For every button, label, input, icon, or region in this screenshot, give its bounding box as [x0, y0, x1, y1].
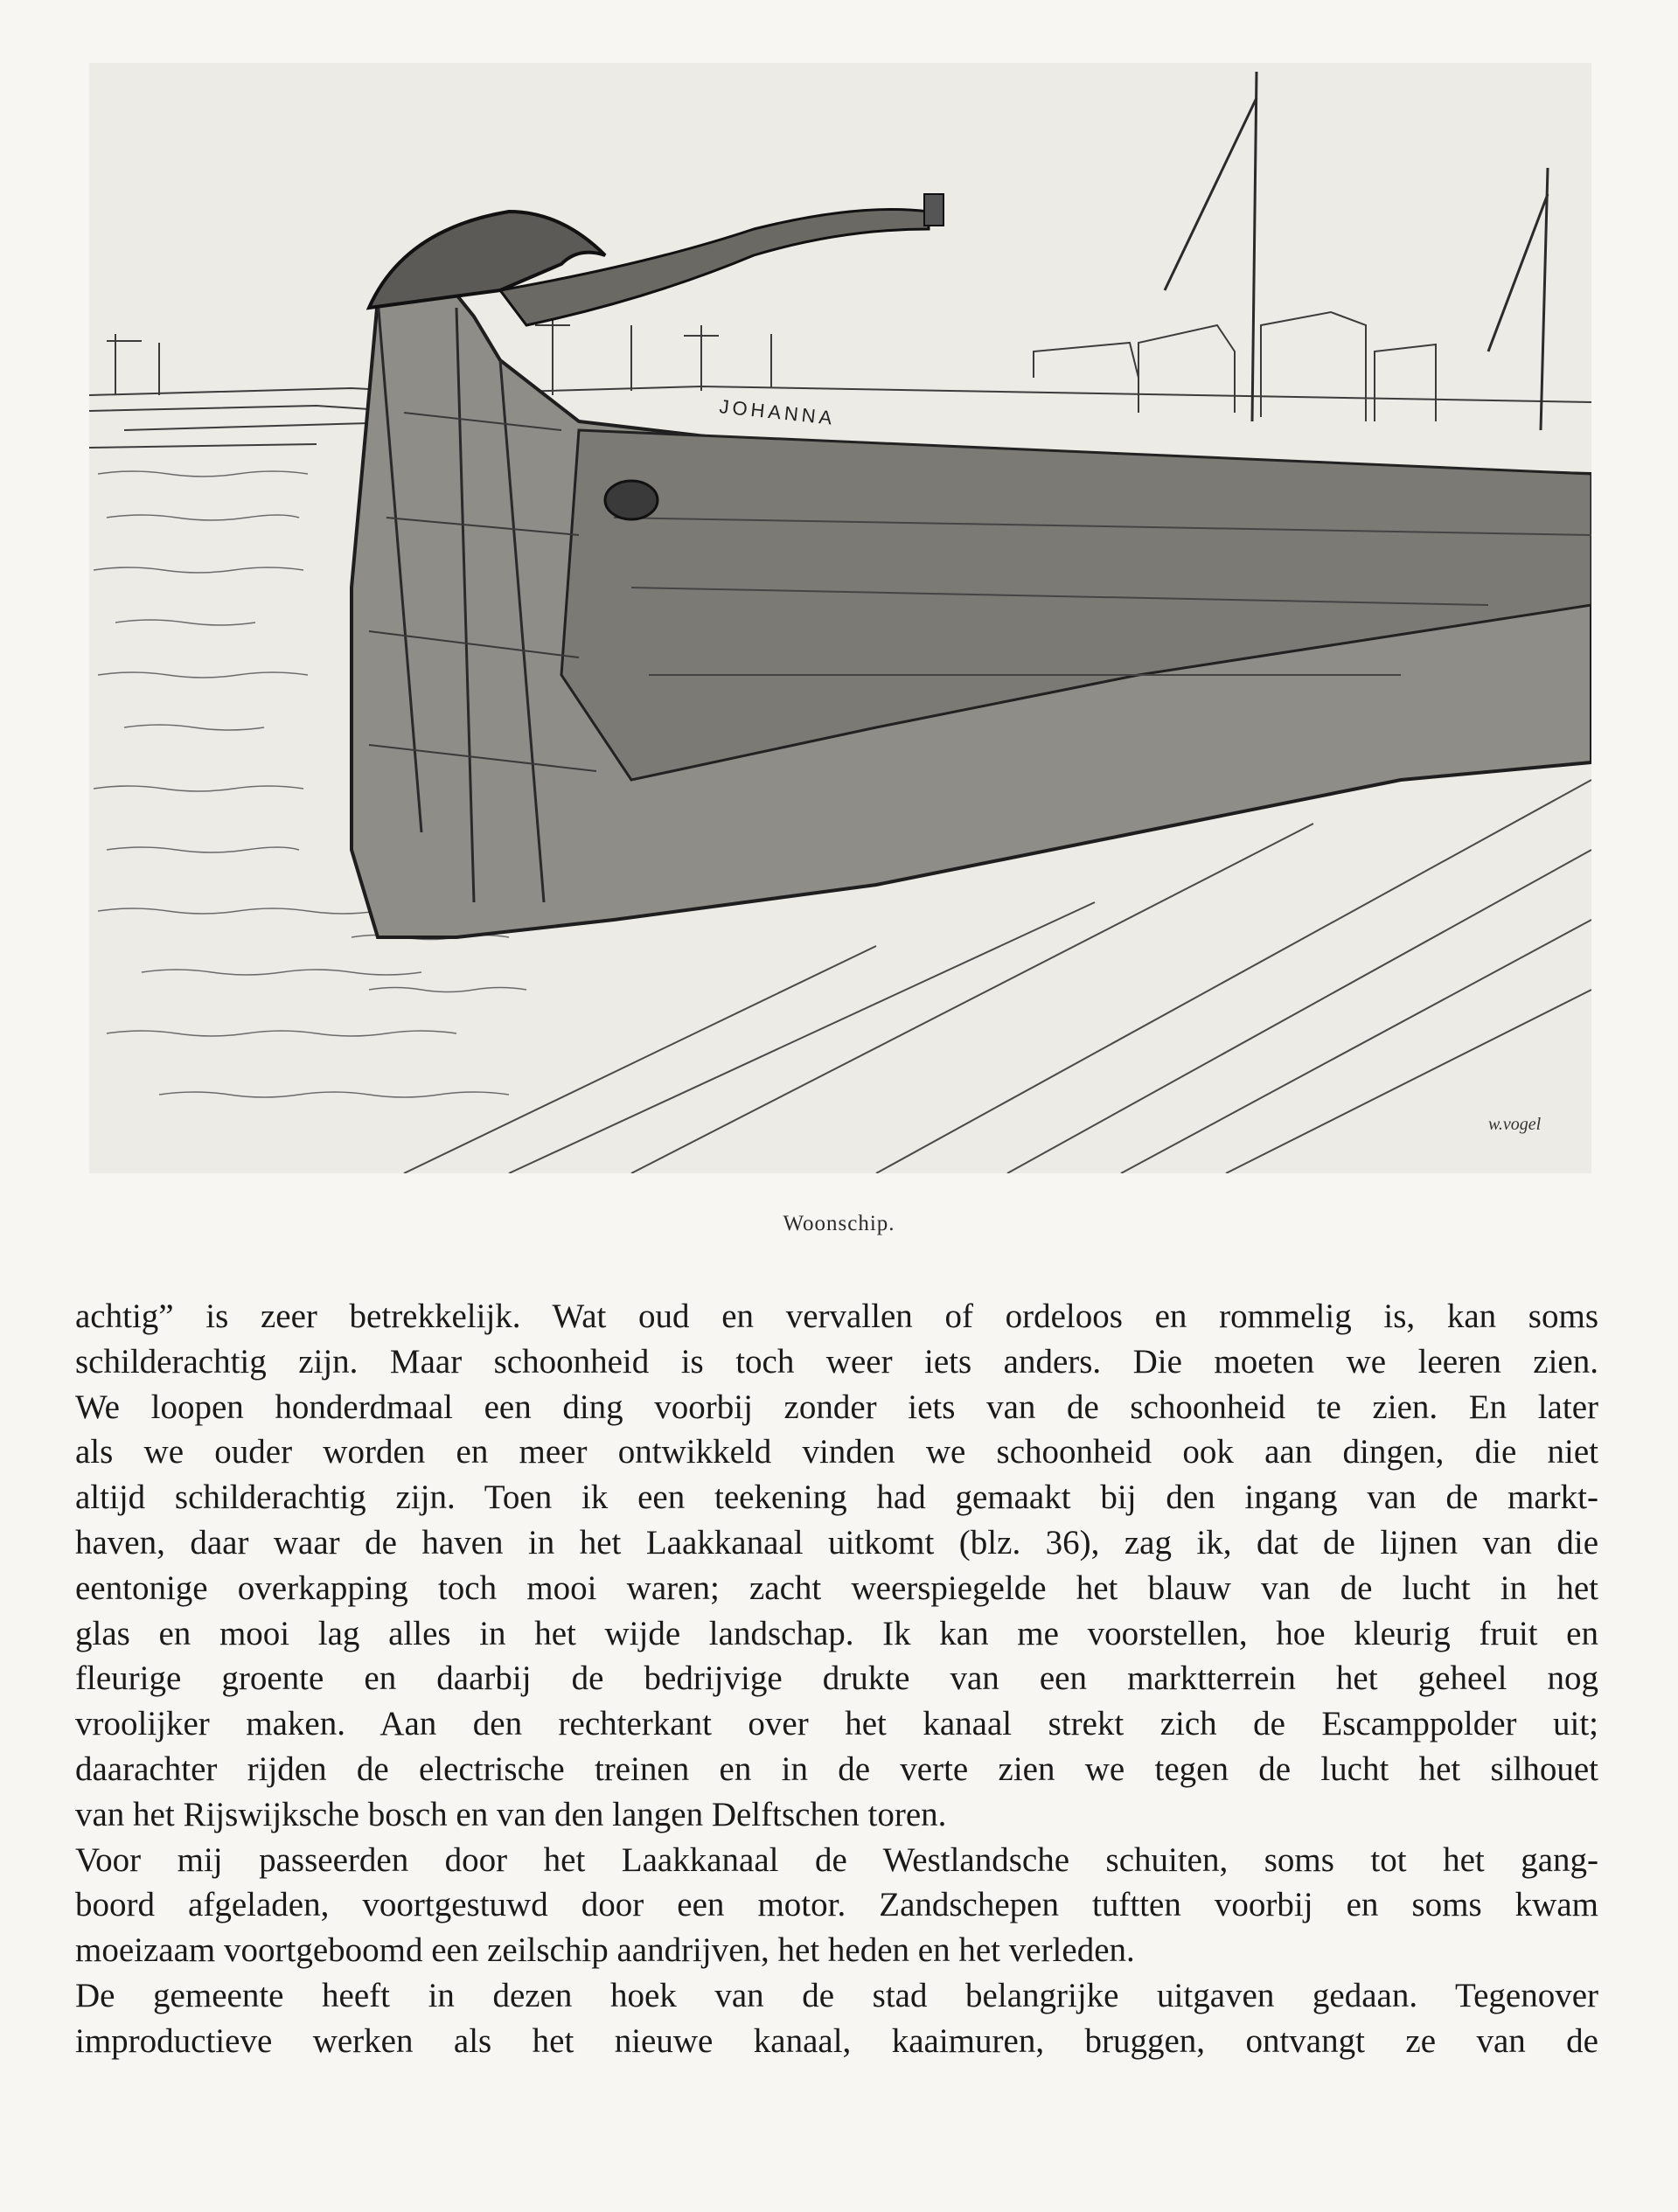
artist-signature: w.vogel — [1488, 1115, 1542, 1134]
text-line: daarachter rijden de electrische treinen en in de verte zien we tegen de lucht het silhouet — [75, 1749, 1598, 1788]
text-line: De gemeente heeft in dezen hoek van de stad belangrijke uitgaven gedaan. Tegenover — [75, 1976, 1598, 2014]
text-line: fleurige groente en daarbij de bedrijvige drukte van een marktterrein het geheel nog — [75, 1659, 1598, 1698]
figure-caption: Woonschip. — [783, 1212, 895, 1235]
text-line: schilderachtig zijn. Maar schoonheid is toch weer iets anders. Die moeten we leeren zien. — [75, 1342, 1598, 1381]
text-line: van het Rijswijksche bosch en van den langen Delftschen toren. — [75, 1795, 947, 1833]
woonschip-illustration — [89, 63, 1591, 1173]
text-line: achtig” is zeer betrekkelijk. Wat oud en vervallen of ordeloos en rommelig is, kan soms — [75, 1297, 1598, 1335]
text-line: glas en mooi lag alles in het wijde landschap. Ik kan me voorstellen, hoe kleurig fruit en — [75, 1614, 1598, 1652]
text-line: eentonige overkapping toch mooi waren; zacht weerspiegelde het blauw van de lucht in het — [75, 1569, 1598, 1607]
text-line: vroolijker maken. Aan den rechterkant over het kanaal strekt zich de Escamppolder uit; — [75, 1705, 1598, 1743]
hull-name: JOHANNA — [718, 395, 837, 429]
text-line: altijd schilderachtig zijn. Toen ik een teekening had gemaakt bij den ingang van de markt- — [75, 1478, 1598, 1517]
text-line: moeizaam voortgeboomd een zeilschip aandrijven, het heden en het verleden. — [75, 1931, 1135, 1970]
text-line: improductieve werken als het nieuwe kanaal, kaaimuren, bruggen, ontvangt ze van de — [75, 2021, 1598, 2060]
boat-drawing — [89, 63, 1591, 1173]
text-line: haven, daar waar de haven in het Laakkanaal uitkomt (blz. 36), zag ik, dat de lijnen van die — [75, 1523, 1598, 1562]
text-line: als we ouder worden en meer ontwikkeld vinden we schoonheid ook aan dingen, die niet — [75, 1433, 1598, 1471]
text-line: We loopen honderdmaal een ding voorbij zonder iets van de schoonheid te zien. En later — [75, 1388, 1598, 1426]
text-line: Voor mij passeerden door het Laakkanaal de Westlandsche schuiten, soms tot het gang- — [75, 1840, 1598, 1879]
body-text — [75, 1294, 1598, 2064]
text-line: boord afgeladen, voortgestuwd door een motor. Zandschepen tuftten voorbij en soms kwam — [75, 1886, 1598, 1924]
